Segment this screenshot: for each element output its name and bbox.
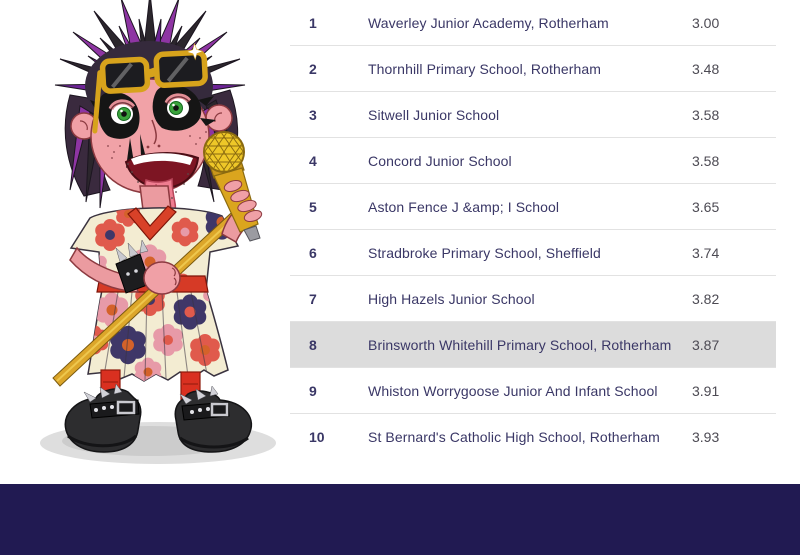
punk-singer-svg xyxy=(0,0,292,480)
table-row[interactable] xyxy=(290,230,776,276)
score-value: 3.00 xyxy=(692,14,720,31)
school-name: Whiston Worrygoose Junior And Infant School xyxy=(368,382,658,399)
rank-number: 7 xyxy=(309,290,317,307)
punk-singer-illustration xyxy=(0,0,292,480)
table-row[interactable] xyxy=(290,322,776,368)
rank-number: 4 xyxy=(309,152,317,169)
school-name: Concord Junior School xyxy=(368,152,512,169)
score-value: 3.74 xyxy=(692,244,720,261)
table-row[interactable] xyxy=(290,184,776,230)
ranking-table-body xyxy=(290,0,776,459)
table-row[interactable] xyxy=(290,46,776,92)
rank-number: 8 xyxy=(309,336,317,353)
score-value: 3.48 xyxy=(692,60,720,77)
rank-number: 2 xyxy=(309,60,317,77)
table-row[interactable] xyxy=(290,368,776,414)
rank-number: 6 xyxy=(309,244,317,261)
table-row[interactable] xyxy=(290,276,776,322)
school-name: Stradbroke Primary School, Sheffield xyxy=(368,244,601,261)
score-value: 3.87 xyxy=(692,336,720,353)
table-row[interactable] xyxy=(290,414,776,459)
footer-bar xyxy=(0,484,800,555)
score-value: 3.58 xyxy=(692,106,720,123)
school-name: Brinsworth Whitehill Primary School, Rotherham xyxy=(368,336,672,353)
school-name: High Hazels Junior School xyxy=(368,290,535,307)
score-value: 3.82 xyxy=(692,290,720,307)
table-row[interactable] xyxy=(290,92,776,138)
rank-number: 5 xyxy=(309,198,317,215)
score-value: 3.91 xyxy=(692,382,720,399)
score-value: 3.58 xyxy=(692,152,720,169)
table-row[interactable] xyxy=(290,0,776,46)
school-name: St Bernard's Catholic High School, Rotherham xyxy=(368,428,660,445)
ranking-table xyxy=(290,0,776,459)
school-name: Thornhill Primary School, Rotherham xyxy=(368,60,602,77)
school-name: Aston Fence J &amp; I School xyxy=(368,198,560,215)
school-name: Sitwell Junior School xyxy=(368,106,500,123)
table-row[interactable] xyxy=(290,138,776,184)
rank-number: 3 xyxy=(309,106,317,123)
score-value: 3.65 xyxy=(692,198,720,215)
rank-number: 9 xyxy=(309,382,317,399)
score-value: 3.93 xyxy=(692,428,720,445)
rank-number: 10 xyxy=(309,428,325,445)
rank-number: 1 xyxy=(309,14,317,31)
school-name: Waverley Junior Academy, Rotherham xyxy=(368,14,609,31)
